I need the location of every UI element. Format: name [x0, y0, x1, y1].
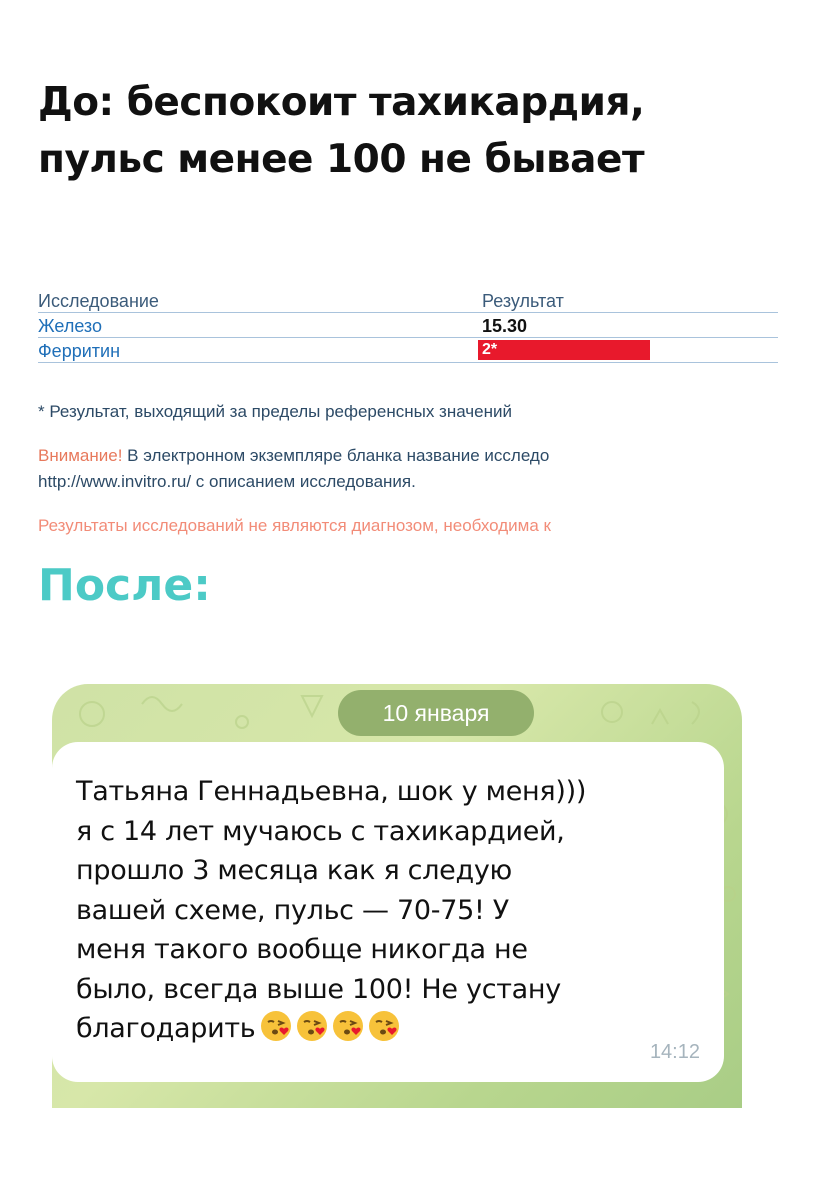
table-header-row — [38, 288, 778, 313]
link-description: с описанием исследования. — [191, 472, 416, 491]
kissing-heart-emoji — [367, 1009, 401, 1043]
kissing-heart-emoji — [295, 1009, 329, 1043]
reference-note: * Результат, выходящий за пределы референсных значений — [38, 402, 512, 421]
result-ferritin-flagged: 2* — [478, 340, 650, 360]
column-header-study: Исследование — [38, 291, 159, 311]
message-body: Татьяна Геннадьевна, шок у меня))) я с 14 лет мучаюсь с тахикардией, прошло 3 месяца как я следую вашей схеме, пульс — 70-75! У меня такого вообще никогда не было, всегда выше 100! Не устану благодарить — [76, 776, 587, 1044]
result-iron: 15.30 — [482, 316, 528, 336]
message-text — [76, 772, 714, 1055]
link-line — [38, 472, 416, 492]
warning-line — [38, 446, 788, 466]
warning-text: В электронном экземпляре бланка название исследо — [122, 446, 550, 465]
message-bubble — [52, 742, 724, 1082]
lab-results-table — [38, 288, 778, 363]
table-row — [38, 338, 778, 363]
disclaimer: Результаты исследований не являются диагнозом, необходима к — [38, 516, 551, 535]
column-header-result: Результат — [482, 291, 564, 311]
emoji-group — [259, 1009, 403, 1055]
kissing-heart-emoji — [259, 1009, 293, 1043]
message-time: 14:12 — [649, 1041, 700, 1063]
warning-prefix: Внимание! — [38, 446, 123, 465]
study-name-ferritin: Ферритин — [38, 341, 121, 361]
chat-screenshot — [52, 684, 742, 1108]
lab-results-screenshot — [38, 288, 778, 535]
kissing-heart-emoji — [331, 1009, 365, 1043]
invitro-link[interactable]: http://www.invitro.ru/ — [38, 472, 192, 491]
date-badge: 10 января — [338, 690, 534, 736]
table-row — [38, 313, 778, 338]
before-heading: До: беспокоит тахикардия, пульс менее 100 не бывает — [38, 80, 645, 182]
after-heading: После: — [38, 560, 211, 611]
study-name-iron: Железо — [38, 316, 102, 336]
